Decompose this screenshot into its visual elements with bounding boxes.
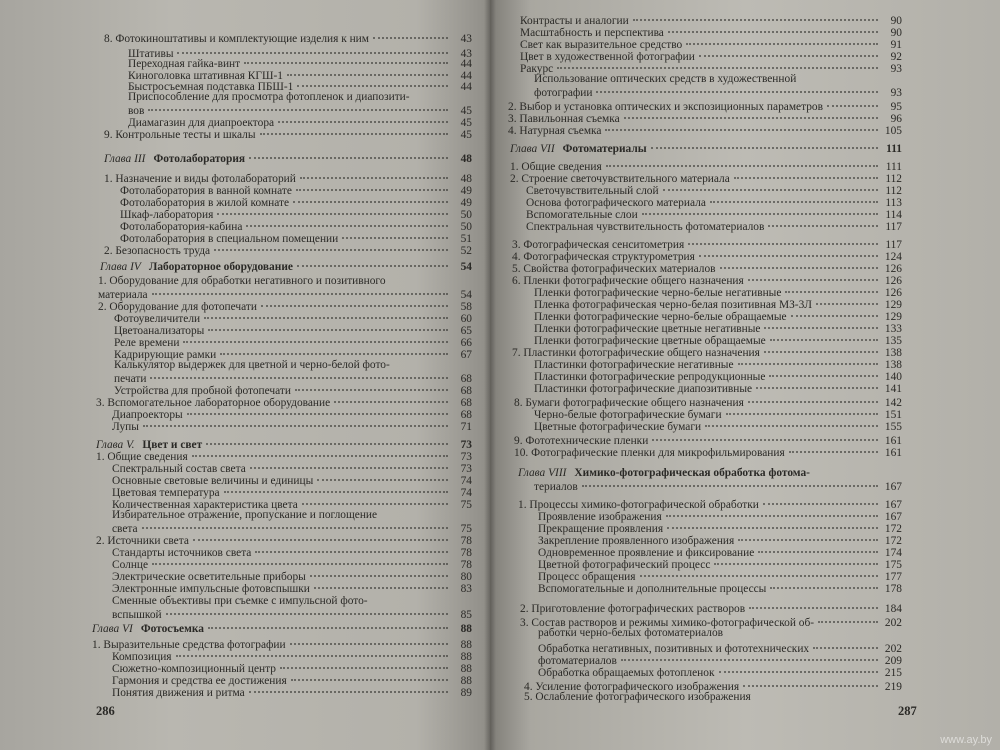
toc-entry-title: Контрасты и аналогии: [520, 15, 629, 27]
toc-entry-title: Фотоувеличители: [114, 313, 201, 325]
toc-page-number: 219: [884, 681, 902, 693]
toc-chapter-heading: [104, 148, 472, 165]
toc-page-number: 93: [890, 87, 902, 99]
toc-page-number: 54: [460, 289, 472, 301]
toc-entry-title: Процесс обращения: [538, 571, 636, 583]
toc-page-number: 117: [885, 239, 902, 251]
toc-page-number: 112: [885, 185, 902, 197]
toc-entry-title: Фотолаборатория-кабина: [120, 221, 243, 233]
dot-leader: [727, 621, 878, 633]
dot-leader: [605, 117, 878, 131]
toc-entry-title: 2. Источники света: [96, 535, 189, 547]
toc-page-number: 44: [460, 70, 472, 82]
toc-page-number: 174: [884, 547, 902, 559]
toc-page-number: 73: [460, 463, 472, 475]
left-page: [0, 0, 490, 750]
toc-page-number: 68: [460, 409, 472, 421]
toc-page-number: 91: [890, 39, 902, 51]
toc-page-number: 172: [884, 535, 902, 547]
toc-entry-title: 1. Процессы химико-фотографической обработки: [518, 499, 759, 511]
toc-entry: [534, 476, 902, 493]
dot-leader: [755, 685, 878, 697]
toc-page-number: 44: [460, 58, 472, 70]
dot-leader: [166, 601, 448, 615]
dot-leader: [789, 439, 878, 453]
toc-entry-title: 4. Фотографическая структурометрия: [512, 251, 695, 263]
toc-entry-title: работки черно-белых фотоматериалов: [538, 627, 724, 639]
toc-entry-title: 3. Павильонная съемка: [508, 113, 620, 125]
toc-page-number: 48: [460, 153, 472, 165]
toc-page-number: 67: [460, 349, 472, 361]
dot-leader: [314, 575, 448, 589]
toc-entry-title: 3. Состав растворов и режимы химико-фотографической об-: [520, 617, 815, 629]
toc-page-number: 74: [460, 487, 472, 499]
dot-leader: [582, 473, 878, 487]
toc-entry-title: печати: [114, 373, 147, 385]
toc-entry-title: Спектральная чувствительность фотоматериалов: [526, 221, 765, 233]
toc-page-number: 88: [460, 651, 472, 663]
toc-page-number: 178: [884, 583, 902, 595]
toc-page-number: 141: [884, 383, 902, 395]
toc-entry-title: Обработка негативных, позитивных и фототехнических: [538, 643, 810, 655]
toc-entry-title: Цветной фотографический процесс: [538, 559, 711, 571]
toc-entry-title: фотоматериалов: [538, 655, 617, 667]
toc-page-number: 142: [884, 397, 902, 409]
toc-page-number: 44: [460, 81, 472, 93]
toc-entry-title: Химико-фотографическая обработка фотома-: [574, 467, 810, 479]
toc-entry-title: 2. Приготовление фотографических растворов: [520, 603, 746, 615]
dot-leader: [297, 253, 448, 267]
toc-entry-title: 4. Усиление фотографического изображения: [524, 681, 740, 693]
chapter-label: Глава VI: [92, 623, 133, 635]
toc-entry-title: Закрепление проявленного изображения: [538, 535, 735, 547]
toc-entry-title: 1. Выразительные средства фотографии: [92, 639, 286, 651]
toc-page-number: 45: [460, 129, 472, 141]
toc-page-number: 90: [890, 15, 902, 27]
toc-entry-title: 5. Свойства фотографических материалов: [512, 263, 716, 275]
toc-page-number: 124: [884, 251, 902, 263]
toc-entry-title: Черно-белые фотографические бумаги: [534, 409, 722, 421]
toc-entry-title: 2. Выбор и установка оптических и экспозиционных параметров: [508, 101, 823, 113]
toc-page-number: 155: [884, 421, 902, 433]
toc-page-number: 105: [884, 125, 902, 137]
toc-page-number: 78: [460, 559, 472, 571]
toc-entry-title: териалов: [534, 481, 578, 493]
dot-leader: [260, 121, 448, 135]
toc-entry-title: Вспомогательные слои: [526, 209, 638, 221]
toc-entry: [112, 682, 472, 699]
toc-entry-title: Шкаф-лаборатория: [120, 209, 214, 221]
toc-page-number: 167: [884, 481, 902, 493]
toc-entry-title: Фотолаборатория в специальном помещении: [120, 233, 339, 245]
toc-page-number: 66: [460, 337, 472, 349]
toc-page-number: 112: [885, 173, 902, 185]
toc-entry: [104, 124, 472, 141]
left-toc: [0, 0, 490, 750]
toc-entry-title: Фотолаборатория в ванной комнате: [120, 185, 292, 197]
toc-entry-title: Киноголовка штативная КГШ-1: [128, 70, 283, 82]
toc-entry: [112, 416, 472, 433]
dot-leader: [800, 67, 878, 79]
toc-page-number: 73: [460, 439, 472, 451]
toc-page-number: 117: [885, 221, 902, 233]
dot-leader: [249, 145, 448, 159]
book-spine: [484, 0, 496, 750]
toc-entry-title: 8. Бумаги фотографические общего назначения: [514, 397, 744, 409]
right-toc: [490, 0, 1000, 750]
toc-entry-title: 6. Пленки фотографические общего назначения: [512, 275, 744, 287]
toc-page-number: 60: [460, 313, 472, 325]
toc-chapter-heading: [100, 256, 472, 273]
toc-entry-title: Светочувствительный слой: [526, 185, 659, 197]
toc-page-number: 111: [886, 143, 902, 155]
toc-page-number: 90: [890, 27, 902, 39]
toc-entry-title: Пленки фотографические черно-белые негативные: [534, 287, 782, 299]
toc-entry-title: Гармония и средства ее достижения: [112, 675, 287, 687]
toc-entry-title: Диапроекторы: [112, 409, 183, 421]
dot-leader: [249, 679, 448, 693]
dot-leader: [596, 79, 878, 93]
toc-page-number: 209: [884, 655, 902, 667]
toc-entry-title: 2. Безопасность труда: [104, 245, 211, 257]
toc-page-number: 49: [460, 197, 472, 209]
toc-page-number: 88: [460, 639, 472, 651]
toc-entry-title: Одновременное проявление и фиксирование: [538, 547, 755, 559]
toc-entry-title: Реле времени: [114, 337, 180, 349]
toc-entry: [524, 688, 902, 702]
toc-page-number: 111: [885, 161, 902, 173]
toc-page-number: 126: [884, 287, 902, 299]
toc-entry-title: Проявление изображения: [538, 511, 662, 523]
toc-page-number: 78: [460, 535, 472, 547]
toc-entry-title: Калькулятор выдержек для цветной и черно-белой фото-: [114, 359, 390, 371]
toc-page-number: 92: [890, 51, 902, 63]
toc-page-number: 95: [890, 101, 902, 113]
toc-page-number: 71: [460, 421, 472, 433]
toc-page-number: 75: [460, 499, 472, 511]
toc-page-number: 88: [460, 623, 472, 635]
left-page-number: 286: [96, 704, 115, 718]
toc-entry-title: 1. Общие сведения: [510, 161, 602, 173]
toc-page-number: 93: [890, 63, 902, 75]
toc-entry-title: Солнце: [112, 559, 149, 571]
toc-page-number: 140: [884, 371, 902, 383]
toc-page-number: 45: [460, 105, 472, 117]
toc-page-number: 51: [460, 233, 472, 245]
toc-page-number: 68: [460, 385, 472, 397]
toc-page-number: 78: [460, 547, 472, 559]
toc-entry-title: материала: [98, 289, 148, 301]
toc-entry-title: Композиция: [112, 651, 172, 663]
right-page: [490, 0, 1000, 750]
toc-page-number: 129: [884, 311, 902, 323]
toc-page-number: 113: [885, 197, 902, 209]
toc-entry-title: Стандарты источников света: [112, 547, 252, 559]
toc-entry-title: 3. Фотографическая сенситометрия: [512, 239, 685, 251]
toc-entry-title: 5. Ослабление фотографического изображения: [524, 691, 751, 703]
dot-leader: [414, 85, 448, 97]
toc-entry: [526, 216, 902, 233]
toc-page-number: 172: [884, 523, 902, 535]
toc-page-number: 80: [460, 571, 472, 583]
toc-page-number: 114: [885, 209, 902, 221]
dot-leader: [705, 413, 878, 427]
toc-page-number: 135: [884, 335, 902, 347]
toc-entry-title: 9. Фототехнические пленки: [514, 435, 649, 447]
toc-page-number: 54: [460, 261, 472, 273]
toc-entry-title: Обработка обращаемых фотопленок: [538, 667, 715, 679]
toc-page-number: 83: [460, 583, 472, 595]
toc-entry-title: 2. Оборудование для фотопечати: [98, 301, 257, 313]
toc-entry-title: вспышкой: [112, 609, 162, 621]
toc-entry-title: 2. Строение светочувствительного материала: [510, 173, 730, 185]
toc-entry-title: вов: [128, 105, 145, 117]
toc-entry-title: Цветовая температура: [112, 487, 220, 499]
toc-page-number: 75: [460, 523, 472, 535]
toc-page-number: 175: [884, 559, 902, 571]
dot-leader: [651, 135, 878, 149]
toc-entry-title: Электрические осветительные приборы: [112, 571, 306, 583]
dot-leader: [719, 659, 879, 673]
toc-entry-title: Пленки фотографические черно-белые обращаемые: [534, 311, 787, 323]
toc-page-number: 126: [884, 275, 902, 287]
right-page-number: 287: [898, 704, 917, 718]
toc-entry-title: Пластинки фотографические негативные: [534, 359, 734, 371]
toc-entry-title: Пластинки фотографические репродукционные: [534, 371, 766, 383]
toc-entry-title: Пленки фотографические цветные обращаемые: [534, 335, 766, 347]
watermark: www.ay.by: [940, 734, 992, 746]
toc-entry-title: Переходная гайка-винт: [128, 58, 241, 70]
toc-entry-title: Пластинки фотографические диапозитивные: [534, 383, 753, 395]
toc-page-number: 202: [884, 617, 902, 629]
toc-entry-title: Фотолаборатория: [153, 153, 246, 165]
chapter-label: Глава III: [104, 153, 146, 165]
toc-page-number: 45: [460, 117, 472, 129]
toc-page-number: 215: [884, 667, 902, 679]
toc-page-number: 138: [884, 347, 902, 359]
toc-entry-title: Фотоматериалы: [562, 143, 647, 155]
toc-page-number: 73: [460, 451, 472, 463]
toc-entry-title: Цвет в художественной фотографии: [520, 51, 695, 63]
toc-page-number: 68: [460, 373, 472, 385]
toc-chapter-heading: [510, 138, 902, 155]
toc-page-number: 126: [884, 263, 902, 275]
toc-entry-title: Ракурс: [520, 63, 554, 75]
toc-page-number: 133: [884, 323, 902, 335]
toc-entry-title: 1. Назначение и виды фотолабораторий: [104, 173, 296, 185]
toc-entry-title: Свет как выразительное средство: [520, 39, 683, 51]
dot-leader: [214, 237, 448, 251]
toc-page-number: 177: [884, 571, 902, 583]
toc-entry-title: Устройства для пробной фотопечати: [114, 385, 291, 397]
toc-page-number: 89: [460, 687, 472, 699]
toc-entry-title: 1. Общие сведения: [96, 451, 188, 463]
toc-entry-title: Понятия движения и ритма: [112, 687, 245, 699]
toc-page-number: 161: [884, 447, 902, 459]
toc-entry-title: 1. Оборудование для обработки негативного и позитивного: [98, 275, 386, 287]
chapter-label: Глава VIII: [518, 467, 567, 479]
chapter-label: Глава V.: [96, 439, 135, 451]
dot-leader: [208, 615, 448, 629]
toc-entry-title: 9. Контрольные тесты и шкалы: [104, 129, 256, 141]
toc-entry-title: света: [112, 523, 138, 535]
toc-page-number: 48: [460, 173, 472, 185]
dot-leader: [814, 461, 878, 473]
toc-entry-title: 4. Натурная съемка: [508, 125, 602, 137]
toc-page-number: 129: [884, 299, 902, 311]
toc-entry-title: Основные световые величины и единицы: [112, 475, 314, 487]
toc-entry-title: Лабораторное оборудование: [148, 261, 293, 273]
toc-page-number: 138: [884, 359, 902, 371]
toc-entry-title: Лупы: [112, 421, 139, 433]
toc-entry: [104, 240, 472, 257]
toc-page-number: 88: [460, 675, 472, 687]
dot-leader: [768, 213, 878, 227]
dot-leader: [372, 589, 448, 601]
toc-entry-title: 3. Вспомогательное лабораторное оборудование: [96, 397, 331, 409]
toc-entry-title: Цвет и свет: [142, 439, 203, 451]
toc-entry-title: Прекращение проявления: [538, 523, 664, 535]
toc-entry-title: Цветоанализаторы: [114, 325, 205, 337]
toc-entry-title: Штативы: [128, 48, 174, 60]
toc-page-number: 161: [884, 435, 902, 447]
toc-entry-title: Электронные импульсные фотовспышки: [112, 583, 310, 595]
toc-page-number: 167: [884, 511, 902, 523]
toc-entry-title: Приспособление для просмотра фотопленок и диапозити-: [128, 91, 410, 103]
toc-page-number: 50: [460, 221, 472, 233]
dot-leader: [381, 503, 448, 515]
toc-page-number: 151: [884, 409, 902, 421]
toc-page-number: 88: [460, 663, 472, 675]
toc-page-number: 74: [460, 475, 472, 487]
toc-entry-title: Фотолаборатория в жилой комнате: [120, 197, 290, 209]
toc-entry-title: Вспомогательные и дополнительные процессы: [538, 583, 767, 595]
dot-leader: [770, 575, 878, 589]
toc-entry-title: Использование оптических средств в художественной: [534, 73, 797, 85]
dot-leader: [749, 595, 878, 609]
toc-entry-title: Кадрирующие рамки: [114, 349, 217, 361]
toc-page-number: 43: [460, 33, 472, 45]
toc-entry-title: Избирательное отражение, пропускание и поглощение: [112, 509, 378, 521]
dot-leader: [373, 25, 448, 39]
toc-entry-title: Количественная характеристика цвета: [112, 499, 298, 511]
toc-page-number: 167: [884, 499, 902, 511]
toc-entry: [508, 120, 902, 137]
toc-page-number: 184: [884, 603, 902, 615]
dot-leader: [394, 353, 448, 365]
toc-page-number: 50: [460, 209, 472, 221]
toc-entry-title: 10. Фотографические пленки для микрофильмирования: [514, 447, 785, 459]
toc-entry-title: Сюжетно-композиционный центр: [112, 663, 276, 675]
toc-page-number: 68: [460, 397, 472, 409]
toc-page-number: 96: [890, 113, 902, 125]
toc-entry: [514, 442, 902, 459]
toc-entry-title: фотографии: [534, 87, 593, 99]
dot-leader: [756, 375, 878, 389]
toc-entry-title: Диамагазин для диапроектора: [128, 117, 275, 129]
dot-leader: [143, 413, 448, 427]
chapter-label: Глава IV: [100, 261, 141, 273]
toc-entry-title: Основа фотографического материала: [526, 197, 706, 209]
toc-page-number: 85: [460, 609, 472, 621]
toc-page-number: 43: [460, 48, 472, 60]
chapter-label: Глава VII: [510, 143, 555, 155]
toc-page-number: 202: [884, 643, 902, 655]
toc-entry-title: Фотосъемка: [140, 623, 204, 635]
toc-entry-title: Спектральный состав света: [112, 463, 246, 475]
toc-page-number: 52: [460, 245, 472, 257]
toc-entry: [538, 578, 902, 595]
toc-entry-title: 8. Фотокиноштативы и комплектующие изделия к ним: [104, 33, 369, 45]
toc-entry-title: Быстросъемная подставка ПБШ-1: [128, 81, 294, 93]
toc-entry-title: Сменные объективы при съемке с импульсной фото-: [112, 595, 368, 607]
toc-chapter-heading: [92, 618, 472, 635]
dot-leader: [390, 269, 448, 281]
toc-entry-title: Масштабность и перспектива: [520, 27, 664, 39]
toc-entry-title: 7. Пластинки фотографические общего назначения: [512, 347, 760, 359]
toc-page-number: 58: [460, 301, 472, 313]
toc-page-number: 65: [460, 325, 472, 337]
toc-entry-title: Пленки фотографические цветные негативные: [534, 323, 761, 335]
toc-entry-title: Цветные фотографические бумаги: [534, 421, 702, 433]
toc-page-number: 49: [460, 185, 472, 197]
toc-entry-title: Пленка фотографическая черно-белая позитивная МЗ-3Л: [534, 299, 813, 311]
